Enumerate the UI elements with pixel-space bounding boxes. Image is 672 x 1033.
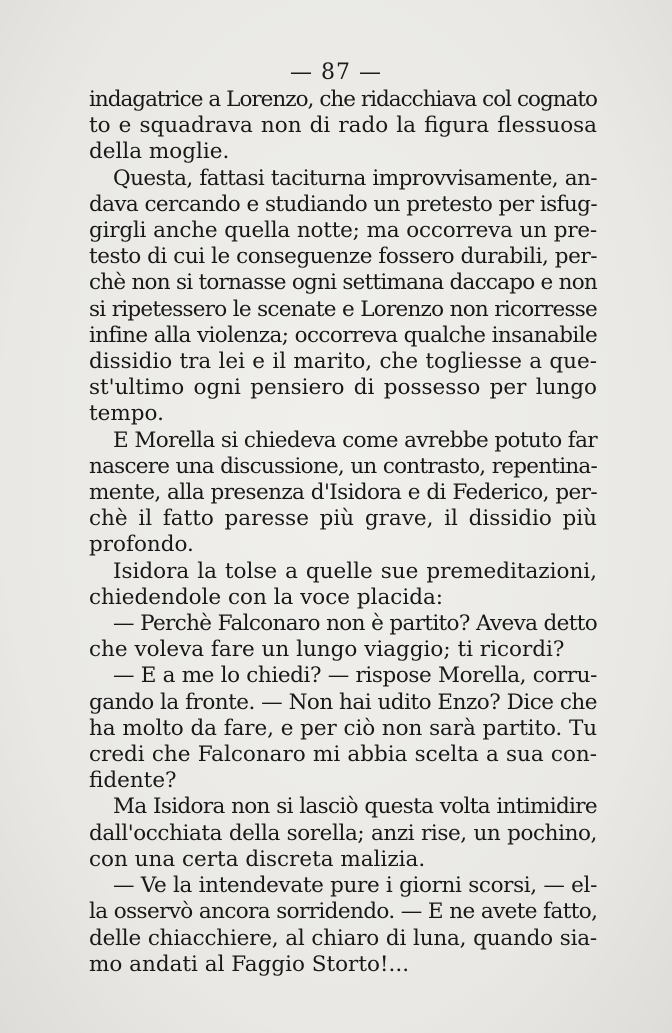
text-line: E Morella si chiedeva come avrebbe potuto far [113,427,598,453]
text-line: dissidio tra lei e il marito, che togliesse a que- [89,349,597,375]
page-number: — 87 — [290,60,382,85]
text-line: Ma Isidora non si lasciò questa volta intimidire [113,794,597,820]
text-line: della moglie. [89,139,230,165]
text-line: chè non si tornasse ogni settimana daccapo e non [89,270,597,296]
text-line: con una certa discreta malizia. [89,846,426,872]
text-line: chiedendole con la voce placida: [89,584,444,610]
text-line: — Perchè Falconaro non è partito? Aveva detto [113,611,597,637]
text-line: profondo. [89,532,194,558]
body-text [89,87,597,978]
text-line: dall'occhiata della sorella; anzi rise, un pochino, [89,820,597,846]
text-line: infine alla violenza; occorreva qualche insanabile [89,322,598,348]
text-line: to e squadrava non di rado la figura flessuosa [89,113,597,139]
text-line: delle chiacchiere, al chiaro di luna, quando sia- [89,925,597,951]
text-line: — Ve la intendevate pure i giorni scorsi, — el- [113,873,597,899]
text-line: chè il fatto paresse più grave, il dissidio più [89,506,597,532]
text-line: ha molto da fare, e per ciò non sarà partito. Tu [89,715,597,741]
text-line: fidente? [89,768,177,794]
text-line: indagatrice a Lorenzo, che ridacchiava col cognato [89,87,597,112]
text-line: st'ultimo ogni pensiero di possesso per lungo [89,375,597,401]
text-line: — E a me lo chiedi? — rispose Morella, corru- [113,663,597,689]
text-line: Questa, fattasi taciturna improvvisamente, an- [113,165,597,191]
text-line: Isidora la tolse a quelle sue premeditazioni, [113,558,597,584]
text-line: tempo. [89,401,164,427]
text-line: mente, alla presenza d'Isidora e di Federico, per- [89,480,597,506]
text-line: la osservò ancora sorridendo. — E ne avete fatto, [89,899,598,925]
text-line: testo di cui le conseguenze fossero durabili, per- [89,244,598,270]
text-line: si ripetessero le scenate e Lorenzo non ricorresse [89,296,597,322]
text-line: mo andati al Faggio Storto!... [89,951,410,977]
text-line: che voleva fare un lungo viaggio; ti ricordi? [89,637,565,663]
text-line: credi che Falconaro mi abbia scelta a sua con- [89,742,597,768]
text-line: dava cercando e studiando un pretesto per isfug- [89,191,597,217]
text-line: gando la fronte. — Non hai udito Enzo? Dice che [89,689,597,715]
text-line: girgli anche quella notte; ma occorreva un pre- [89,218,597,244]
text-line: nascere una discussione, un contrasto, repentina- [89,453,597,479]
